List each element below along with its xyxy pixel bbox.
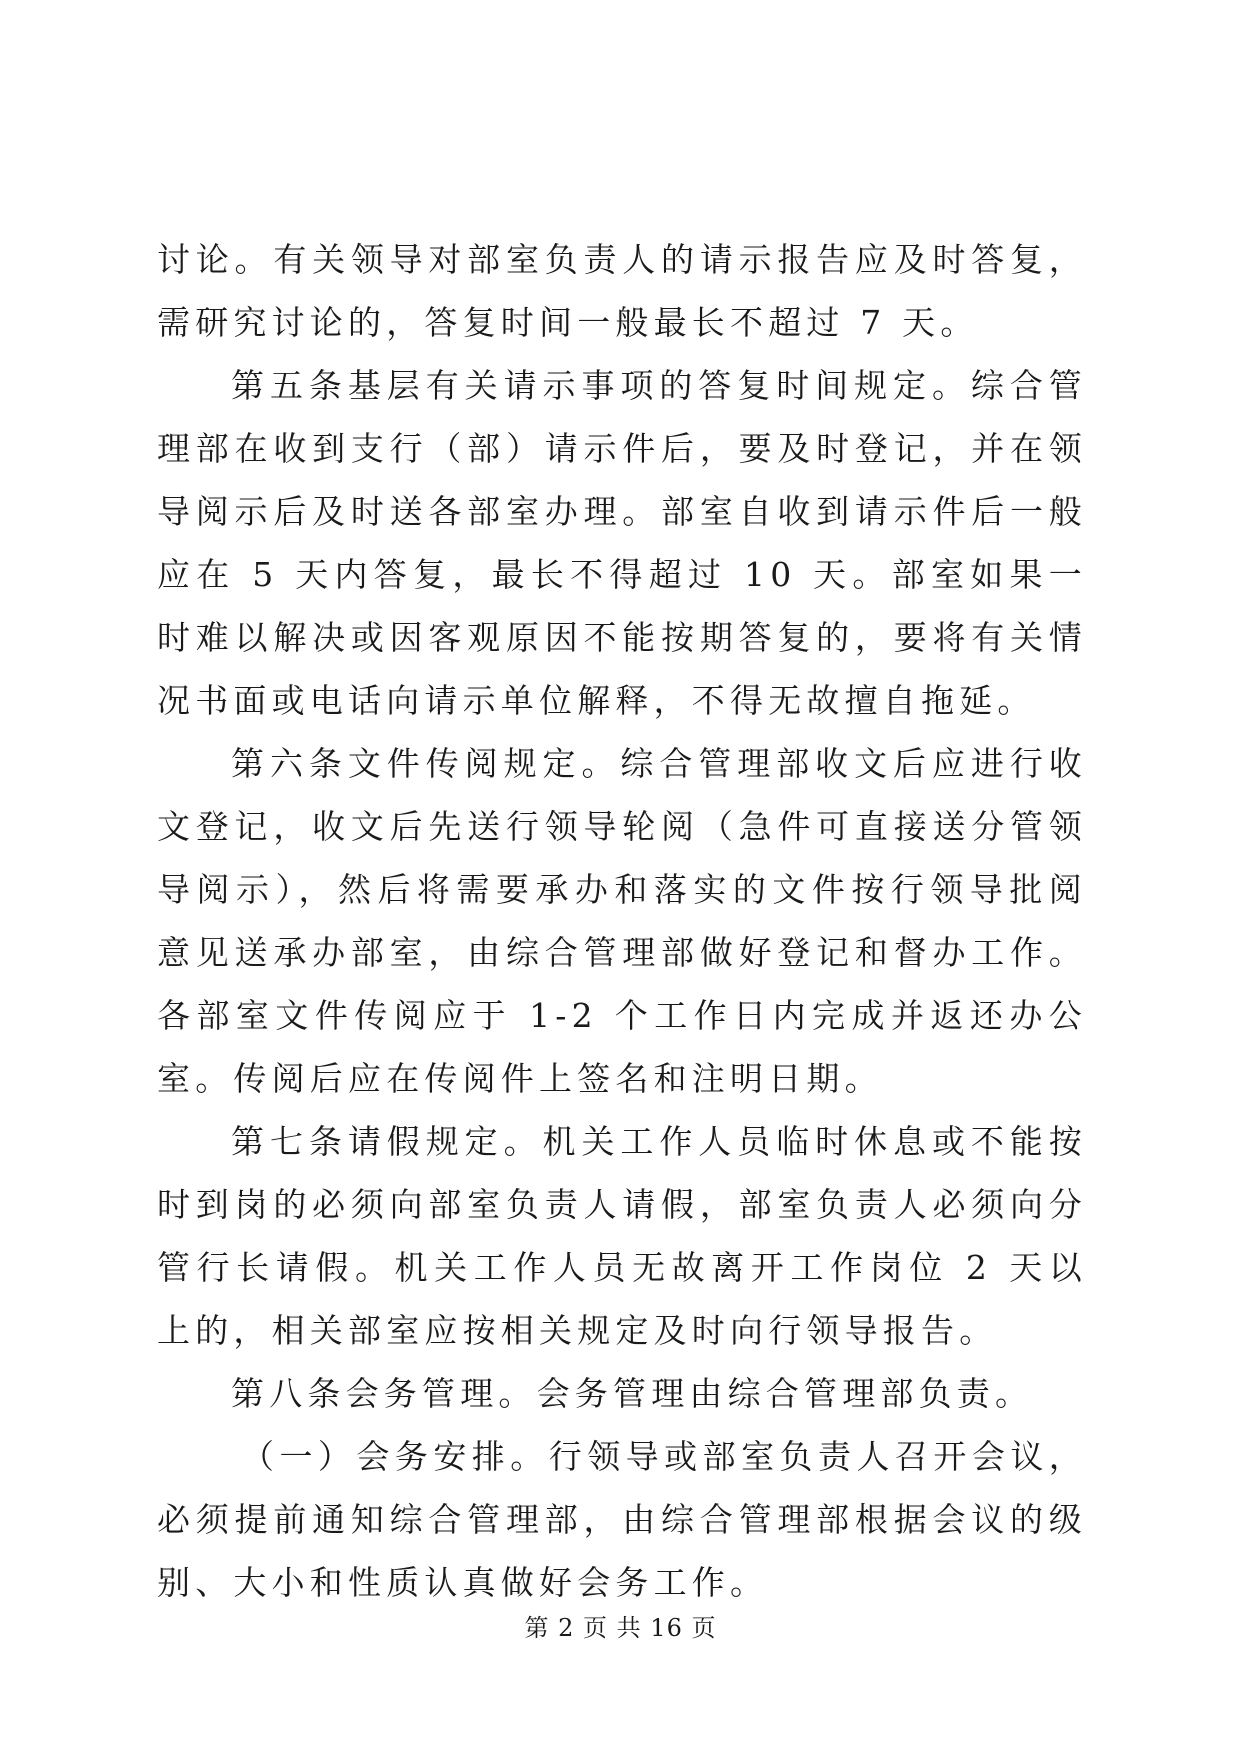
document-body [157,228,1087,1614]
paragraph-article-8-item-1: （一）会务安排。行领导或部室负责人召开会议，必须提前通知综合管理部，由综合管理部根据会议的级别、大小和性质认真做好会务工作。 [157,1437,1087,1602]
paragraph-article-8: 第八条会务管理。会务管理由综合管理部负责。 [231,1374,1034,1413]
paragraph-article-6: 第六条文件传阅规定。综合管理部收文后应进行收文登记，收文后先送行领导轮阅（急件可直接送分管领导阅示），然后将需要承办和落实的文件按行领导批阅意见送承办部室，由综合管理部做好登记和督办工作。各部室文件传阅应于 1-2 个工作日内完成并返还办公室。传阅后应在传阅件上签名和注明日期。 [157,744,1087,1098]
paragraph-article-7: 第七条请假规定。机关工作人员临时休息或不能按时到岗的必须向部室负责人请假，部室负责人必须向分管行长请假。机关工作人员无故离开工作岗位 2 天以上的，相关部室应按相关规定及时向行领导报告。 [157,1122,1087,1350]
page-number-footer: 第 2 页 共 16 页 [524,1614,717,1642]
paragraph-continuation: 讨论。有关领导对部室负责人的请示报告应及时答复，需研究讨论的，答复时间一般最长不超过 7 天。 [157,240,1087,342]
paragraph-article-5: 第五条基层有关请示事项的答复时间规定。综合管理部在收到支行（部）请示件后，要及时登记，并在领导阅示后及时送各部室办理。部室自收到请示件后一般应在 5 天内答复，最长不得超过 10 天。部室如果一时难以解决或因客观原因不能按期答复的，要将有关情况书面或电话向请示单位解释，不得无故擅自拖延。 [157,366,1087,720]
